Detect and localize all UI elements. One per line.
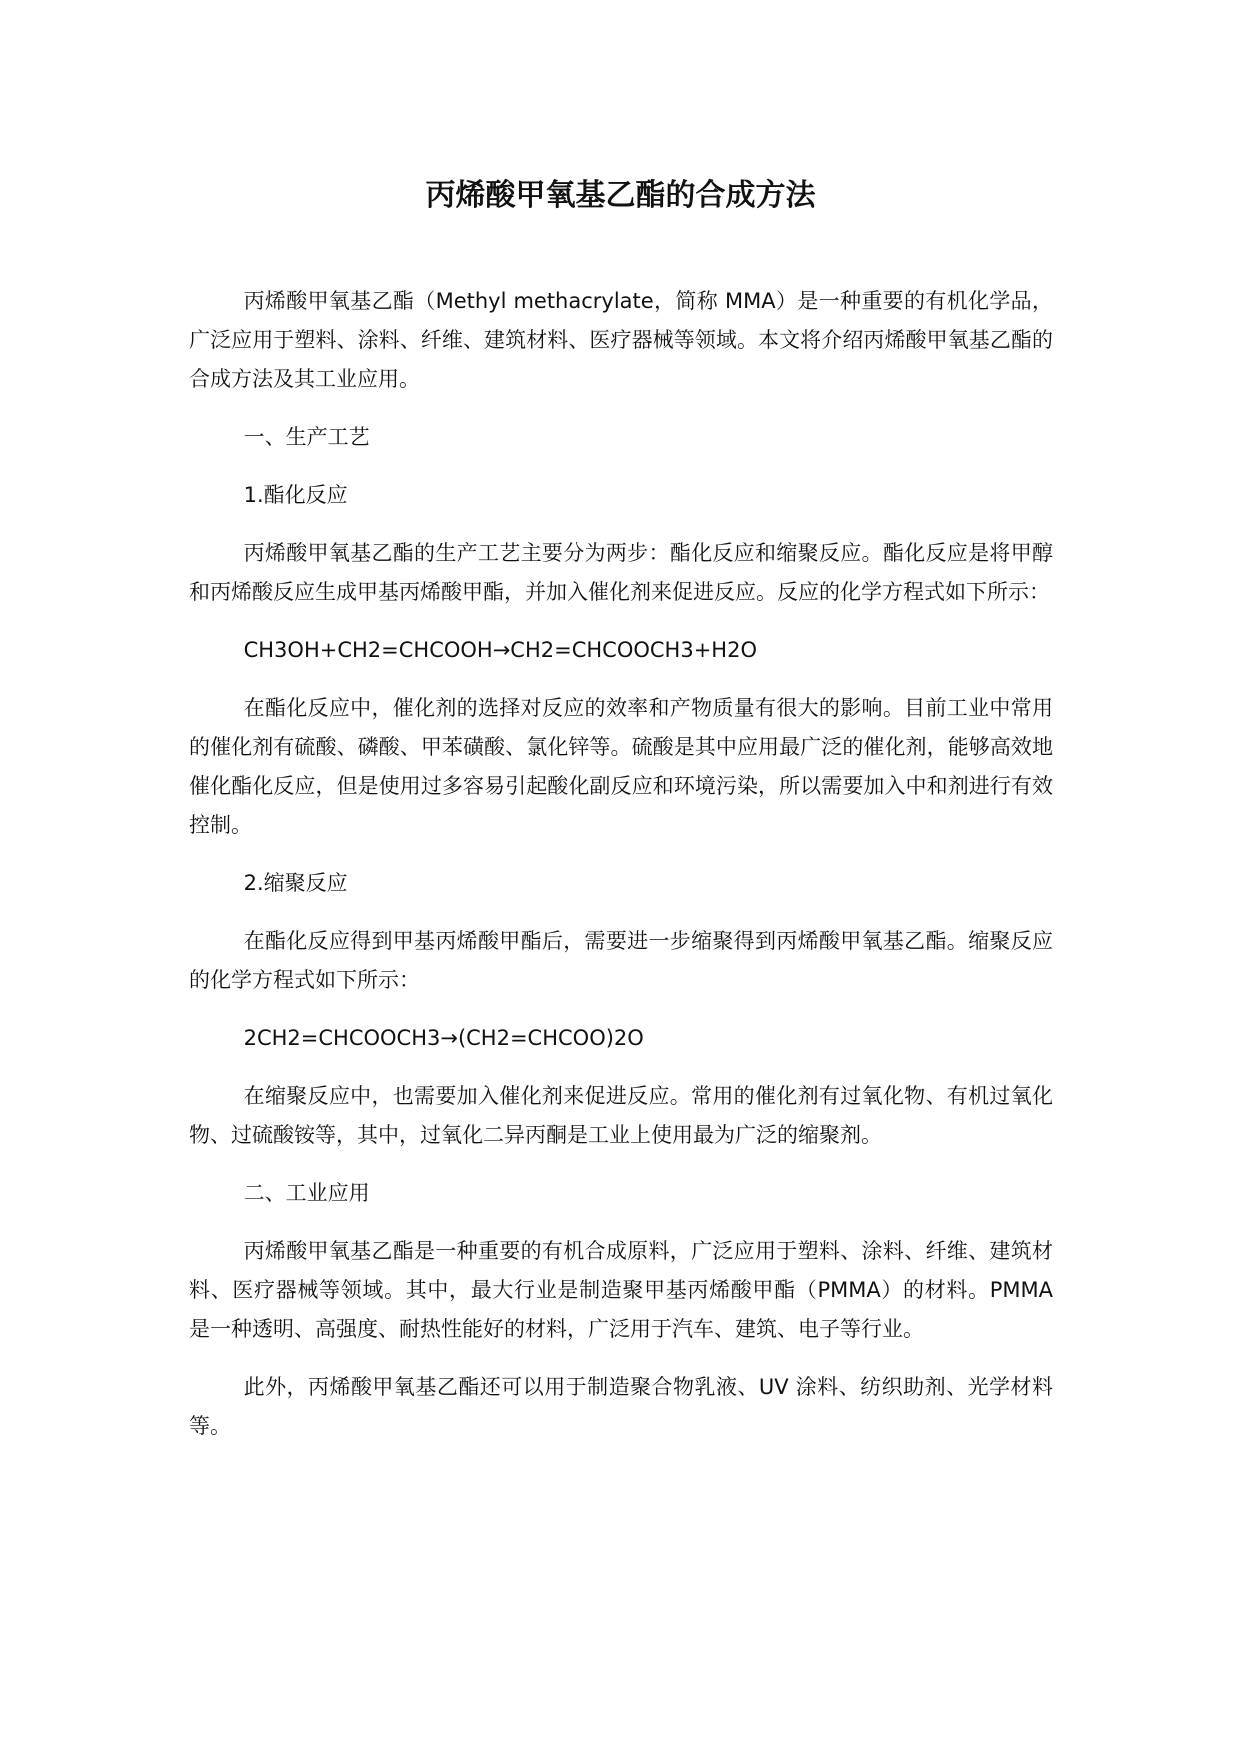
esterification-paragraph: 丙烯酸甲氧基乙酯的生产工艺主要分为两步：酯化反应和缩聚反应。酯化反应是将甲醇和丙烯酸反应生成甲基丙烯酸甲酯，并加入催化剂来促进反应。反应的化学方程式如下所示： xyxy=(189,541,1053,604)
document-body xyxy=(189,282,1053,1465)
subheading-esterification: 1.酯化反应 xyxy=(243,483,348,507)
section-heading-production: 一、生产工艺 xyxy=(243,425,370,449)
document-title: 丙烯酸甲氧基乙酯的合成方法 xyxy=(425,178,816,213)
catalyst-paragraph: 在酯化反应中，催化剂的选择对反应的效率和产物质量有很大的影响。目前工业中常用的催化剂有硫酸、磷酸、甲苯磺酸、氯化锌等。硫酸是其中应用最广泛的催化剂，能够高效地催化酯化反应，但是使用过多容易引起酸化副反应和环境污染，所以需要加入中和剂进行有效控制。 xyxy=(189,696,1053,837)
subheading-polycondensation: 2.缩聚反应 xyxy=(243,871,348,895)
intro-paragraph: 丙烯酸甲氧基乙酯（Methyl methacrylate，简称 MMA）是一种重要的有机化学品，广泛应用于塑料、涂料、纤维、建筑材料、医疗器械等领域。本文将介绍丙烯酸甲氧基乙酯的合成方法及其工业应用。 xyxy=(189,289,1053,391)
other-uses-paragraph: 此外，丙烯酸甲氧基乙酯还可以用于制造聚合物乳液、UV 涂料、纺织助剂、光学材料等。 xyxy=(189,1375,1053,1438)
polycondensation-catalyst-paragraph: 在缩聚反应中，也需要加入催化剂来促进反应。常用的催化剂有过氧化物、有机过氧化物、过硫酸铵等，其中，过氧化二异丙酮是工业上使用最为广泛的缩聚剂。 xyxy=(189,1084,1053,1147)
section-heading-applications: 二、工业应用 xyxy=(243,1181,370,1205)
polycondensation-equation: 2CH2=CHCOOCH3→(CH2=CHCOO)2O xyxy=(243,1026,644,1050)
esterification-equation: CH3OH+CH2=CHCOOH→CH2=CHCOOCH3+H2O xyxy=(243,638,757,662)
polycondensation-paragraph: 在酯化反应得到甲基丙烯酸甲酯后，需要进一步缩聚得到丙烯酸甲氧基乙酯。缩聚反应的化学方程式如下所示： xyxy=(189,929,1053,992)
applications-paragraph: 丙烯酸甲氧基乙酯是一种重要的有机合成原料，广泛应用于塑料、涂料、纤维、建筑材料、医疗器械等领域。其中，最大行业是制造聚甲基丙烯酸甲酯（PMMA）的材料。PMMA 是一种透明、高强度、耐热性能好的材料，广泛用于汽车、建筑、电子等行业。 xyxy=(189,1239,1053,1341)
